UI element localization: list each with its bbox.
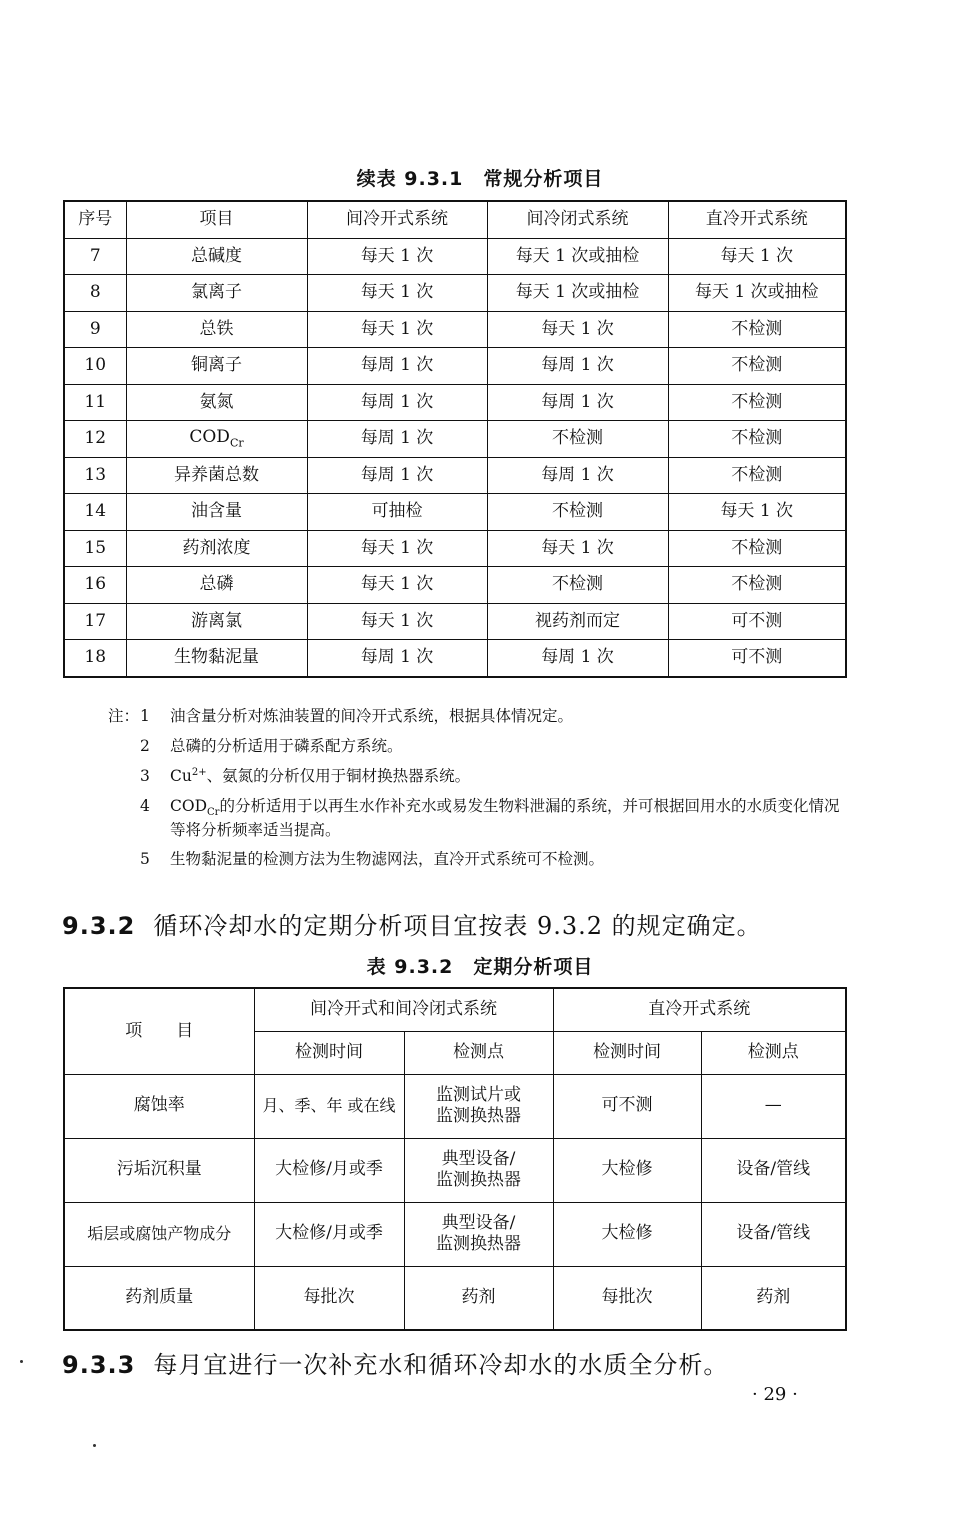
- routine-analysis-table: [63, 200, 847, 678]
- table-cell: 腐蚀率: [64, 1074, 254, 1138]
- table1-caption: 续表 9.3.1 常规分析项目: [356, 168, 604, 190]
- table-cell: 大检修: [553, 1138, 701, 1202]
- clause-number: 9.3.2: [62, 912, 136, 940]
- table-row: [64, 311, 846, 348]
- table-cell: 游离氯: [126, 603, 307, 640]
- table-cell: 11: [64, 384, 126, 421]
- note-item: [108, 766, 848, 787]
- table-row: [64, 384, 846, 421]
- table-cell: 每天 1 次或抽检: [487, 275, 668, 312]
- table-cell: 不检测: [668, 384, 846, 421]
- table-cell: 可不测: [668, 640, 846, 677]
- page-number: · 29 ·: [752, 1384, 798, 1405]
- table-cell: 总磷: [126, 567, 307, 604]
- note-label: 注：: [108, 707, 140, 725]
- table-cell: 总碱度: [126, 238, 307, 275]
- table2-caption: 表 9.3.2 定期分析项目: [366, 956, 594, 978]
- table-row: [64, 1074, 846, 1138]
- table-row: [64, 457, 846, 494]
- table-row: [64, 567, 846, 604]
- note-number: 1: [140, 707, 150, 725]
- table-cell: 典型设备/ 监测换热器: [404, 1202, 553, 1266]
- table-cell: 监测试片或 监测换热器: [404, 1074, 553, 1138]
- table-cell: 12: [64, 421, 126, 458]
- table-cell: 每天 1 次或抽检: [487, 238, 668, 275]
- table-cell: 药剂质量: [64, 1266, 254, 1330]
- table-cell: 每周 1 次: [487, 348, 668, 385]
- table-cell: 视药剂而定: [487, 603, 668, 640]
- table-cell: 药剂: [404, 1266, 553, 1330]
- table-cell: 总铁: [126, 311, 307, 348]
- table-cell: 16: [64, 567, 126, 604]
- table-cell: 每天 1 次或抽检: [668, 275, 846, 312]
- clause-text: 循环冷却水的定期分析项目宜按表 9.3.2 的规定确定。: [153, 912, 762, 940]
- table-cell: 氯离子: [126, 275, 307, 312]
- table-cell: 不检测: [668, 530, 846, 567]
- table-cell: 每批次: [254, 1266, 404, 1330]
- note-text: 的分析适用于以再生水作补充水或易发生物料泄漏的系统，并可根据回用水的水质变化情况等将分析频率适当提高。: [170, 796, 840, 839]
- table-cell: 每天 1 次: [668, 238, 846, 275]
- group-header-direct: 直冷开式系统: [553, 988, 846, 1031]
- note-text: 总磷的分析适用于磷系配方系统。: [170, 736, 403, 755]
- table-cell: 14: [64, 494, 126, 531]
- table-cell: 每天 1 次: [307, 238, 487, 275]
- note-number: 4: [140, 796, 150, 815]
- table-cell: 不检测: [668, 348, 846, 385]
- table-cell: 大检修/月或季: [254, 1138, 404, 1202]
- table-cell: 每批次: [553, 1266, 701, 1330]
- cell-text: COD: [189, 427, 230, 448]
- table-cell: 每周 1 次: [487, 457, 668, 494]
- clause-9-3-2: [62, 906, 762, 941]
- table-row: [64, 348, 846, 385]
- table-cell: 每周 1 次: [307, 421, 487, 458]
- table-cell: 17: [64, 603, 126, 640]
- table-cell: 典型设备/ 监测换热器: [404, 1138, 553, 1202]
- table-cell: 每周 1 次: [307, 457, 487, 494]
- note-item: [108, 849, 848, 870]
- table-cell: 不检测: [668, 311, 846, 348]
- table-cell: 不检测: [668, 567, 846, 604]
- table-cell: 垢层或腐蚀产物成分: [64, 1202, 254, 1266]
- table-cell: 设备/管线: [701, 1202, 846, 1266]
- table-cell: 大检修/月或季: [254, 1202, 404, 1266]
- table-cell: 药剂: [701, 1266, 846, 1330]
- table-cell: 每天 1 次: [487, 530, 668, 567]
- superscript: 2+: [191, 766, 207, 778]
- table-row: [64, 275, 846, 312]
- subscript: Cr: [229, 436, 244, 450]
- sub-header: 检测时间: [254, 1031, 404, 1074]
- clause-9-3-3: [62, 1345, 728, 1380]
- note-prefix: COD: [170, 796, 207, 815]
- sub-header: 检测时间: [553, 1031, 701, 1074]
- note-text: 、氨氮的分析仅用于铜材换热器系统。: [206, 767, 471, 785]
- table-row: [64, 1202, 846, 1266]
- table-cell: 8: [64, 275, 126, 312]
- subscript: Cr: [207, 807, 220, 819]
- note-item: [108, 796, 848, 841]
- table-cell: 不检测: [487, 567, 668, 604]
- sub-header: 检测点: [701, 1031, 846, 1074]
- table-cell: 设备/管线: [701, 1138, 846, 1202]
- table-row: [64, 640, 846, 677]
- column-header: 序号: [64, 201, 126, 238]
- table-cell: 不检测: [668, 457, 846, 494]
- table-cell: 15: [64, 530, 126, 567]
- table-row: [64, 603, 846, 640]
- table-cell: 大检修: [553, 1202, 701, 1266]
- speck: [20, 1360, 23, 1363]
- column-header: 间冷开式系统: [307, 201, 487, 238]
- table-row: [64, 421, 846, 458]
- periodic-analysis-table: [63, 987, 847, 1331]
- table1-notes: [108, 706, 848, 879]
- table-cell: 9: [64, 311, 126, 348]
- table-cell: 月、季、年 或在线: [254, 1074, 404, 1138]
- table-cell: 生物黏泥量: [126, 640, 307, 677]
- table-cell: 可不测: [668, 603, 846, 640]
- note-item: [108, 706, 848, 727]
- table-cell: 污垢沉积量: [64, 1138, 254, 1202]
- table-cell: 每天 1 次: [668, 494, 846, 531]
- speck: [93, 1444, 96, 1447]
- note-number: 2: [140, 736, 150, 755]
- table-cell: 每周 1 次: [307, 384, 487, 421]
- table-cell: 13: [64, 457, 126, 494]
- column-header: 直冷开式系统: [668, 201, 846, 238]
- note-item: [108, 736, 848, 757]
- table-cell: 氨氮: [126, 384, 307, 421]
- column-header: 项目: [126, 201, 307, 238]
- item-header: 项 目: [64, 988, 254, 1074]
- table-cell: 不检测: [487, 494, 668, 531]
- table-cell: 每周 1 次: [307, 640, 487, 677]
- note-number: 3: [140, 766, 150, 785]
- table-cell: 10: [64, 348, 126, 385]
- table-cell: 每天 1 次: [487, 311, 668, 348]
- table-cell: 异养菌总数: [126, 457, 307, 494]
- sub-header: 检测点: [404, 1031, 553, 1074]
- note-number: 5: [140, 850, 150, 869]
- table-row: [64, 1138, 846, 1202]
- table-cell: 可不测: [553, 1074, 701, 1138]
- table-row: [64, 530, 846, 567]
- note-text: 油含量分析对炼油装置的间冷开式系统，根据具体情况定。: [170, 707, 574, 725]
- table-cell: 每天 1 次: [307, 567, 487, 604]
- note-prefix: Cu: [170, 767, 192, 785]
- table-cell: 每周 1 次: [487, 640, 668, 677]
- table-row: [64, 494, 846, 531]
- table-row: [64, 1266, 846, 1330]
- table-cell: 每周 1 次: [487, 384, 668, 421]
- table-cell: 不检测: [487, 421, 668, 458]
- group-header-indirect: 间冷开式和间冷闭式系统: [254, 988, 553, 1031]
- table-cell: 可抽检: [307, 494, 487, 531]
- note-text: 生物黏泥量的检测方法为生物滤网法，直冷开式系统可不检测。: [170, 850, 605, 869]
- table-cell: 油含量: [126, 494, 307, 531]
- table-cell: 18: [64, 640, 126, 677]
- table-cell: 每天 1 次: [307, 311, 487, 348]
- clause-number: 9.3.3: [62, 1351, 136, 1379]
- table-cell: 铜离子: [126, 348, 307, 385]
- table-cell: 每周 1 次: [307, 348, 487, 385]
- table-cell: 每天 1 次: [307, 275, 487, 312]
- table-cell: [126, 421, 307, 458]
- table-cell: —: [701, 1074, 846, 1138]
- clause-text: 每月宜进行一次补充水和循环冷却水的水质全分析。: [153, 1351, 729, 1379]
- table-cell: 药剂浓度: [126, 530, 307, 567]
- table-row: [64, 238, 846, 275]
- table-cell: 7: [64, 238, 126, 275]
- table-cell: 每天 1 次: [307, 603, 487, 640]
- table-cell: 每天 1 次: [307, 530, 487, 567]
- table-cell: 不检测: [668, 421, 846, 458]
- column-header: 间冷闭式系统: [487, 201, 668, 238]
